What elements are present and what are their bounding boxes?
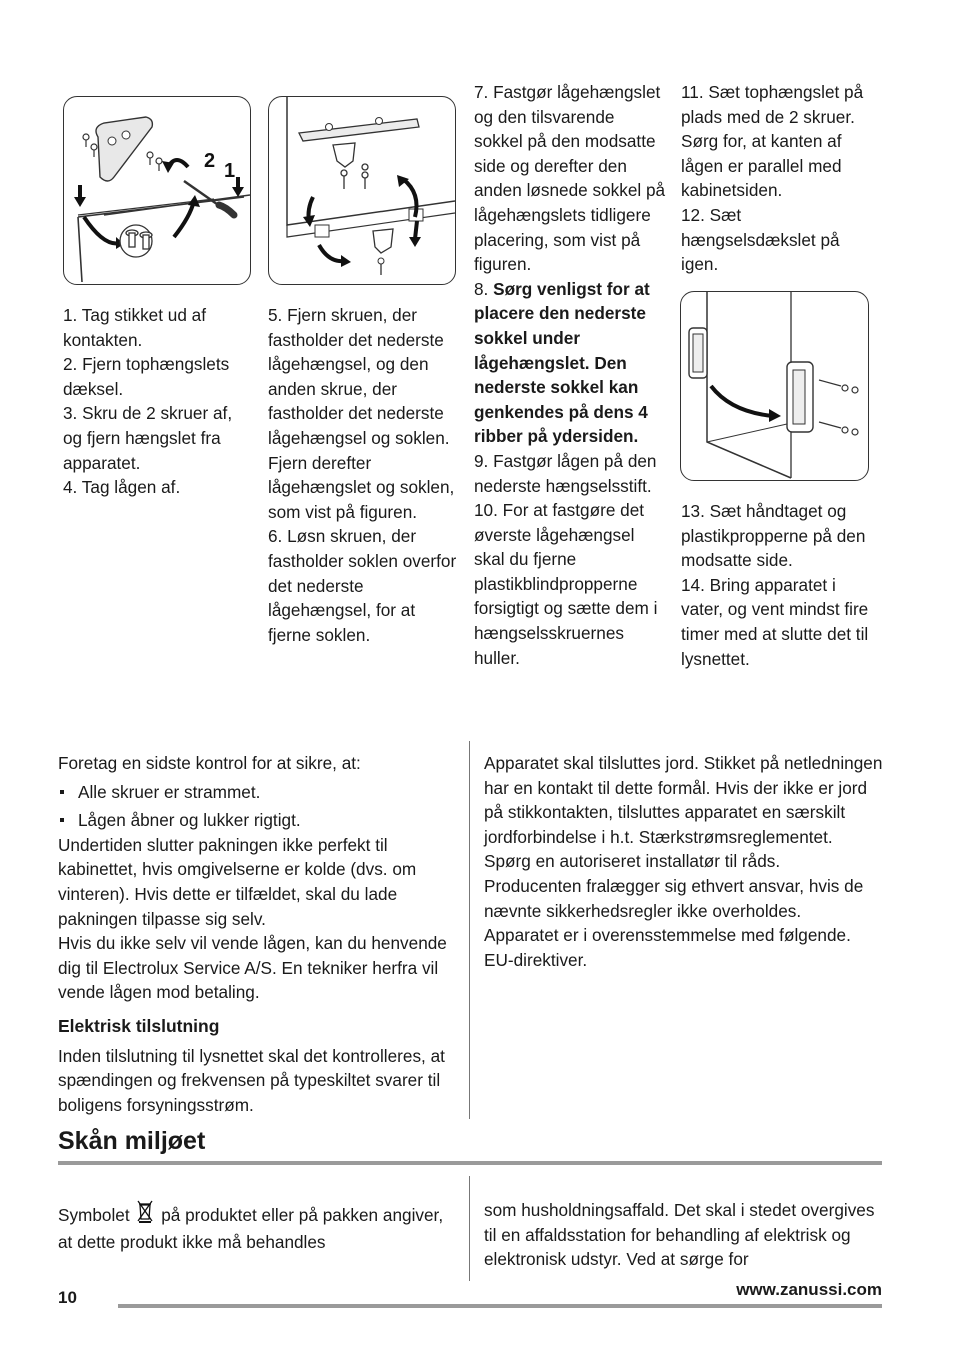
liability-paragraph: Producenten fralægger sig ethvert ansvar, hvis de nævnte sikkerhedsregler ikke overholdes. <box>484 875 864 921</box>
grounding-paragraph: Apparatet skal tilsluttes jord. Stikket på netledningen har en kontakt til dette formål. Hvis der ikke er jord på stikkontakten, tilsluttes apparatet en særskilt jordforbindelse i h.t. Stærkstrømsreglementet. Spørg en autoriseret installatør til råds. <box>484 753 883 872</box>
section-rule <box>58 1161 882 1165</box>
step-7: 7. Fastgør lågehængslet og den tilsvarende sokkel på den modsatte side og derefter den anden løsnede sokkel på lågehængslets tidligere placering, som vist på figuren. <box>474 82 666 275</box>
service-paragraph: Hvis du ikke selv vil vende lågen, kan du henvende dig til Electrolux Service A/S. En tekniker herfra vil vende lågen mod betaling. <box>58 933 447 1003</box>
electrical-heading: Elektrisk tilslutning <box>58 1015 220 1036</box>
step-10: 10. For at fastgøre det øverste lågehængsel skal du fjerne plastikblindpropperne forsigtigt og sætte dem i hængselsskruernes huller. <box>474 500 658 668</box>
website-link[interactable]: www.zanussi.com <box>736 1280 882 1299</box>
step-2: 2. Fjern tophængslets dæksel. <box>63 354 230 399</box>
step-8 <box>474 277 666 449</box>
figure-remove-top-hinge <box>63 96 251 285</box>
gasket-paragraph: Undertiden slutter pakningen ikke perfekt til kabinettet, hvis omgivelserne er kolde (dvs. om vinteren). Hvis dette er tilfældet, skal du lade pakningen tilpasse sig selv. <box>58 834 417 929</box>
step-6: 6. Løsn skruen, der fastholder soklen overfor det nederste lågehængsel, for at fjerne soklen. <box>268 526 457 645</box>
symbol-description: på produktet eller på pakken angiver, at dette produkt ikke må behandles <box>58 1205 444 1252</box>
step-3: 3. Skru de 2 skruer af, og fjern hængslet fra apparatet. <box>63 403 233 473</box>
figure-label-1: 1 <box>224 160 236 182</box>
column-steps-5-6 <box>268 303 460 647</box>
electrical-paragraph: Inden tilslutning til lysnettet skal det kontrolleres, at spændingen og frekvensen på typeskiltet svarer til boligens forsyningsstrøm. <box>58 1045 445 1115</box>
step-8-number: 8. <box>474 278 494 299</box>
list-item: Alle skruer er strammet. <box>58 780 458 805</box>
step-11: 11. Sæt tophængslet på plads med de 2 skruer. Sørg for, at kanten af lågen er parallel med kabinetsiden. <box>681 82 864 201</box>
column-steps-13-14 <box>681 499 871 671</box>
column-divider <box>469 741 470 1119</box>
environment-left <box>58 1199 458 1254</box>
list-item: Lågen åbner og lukker rigtigt. <box>58 808 458 833</box>
step-9: 9. Fastgør lågen på den nederste hængselsstift. <box>474 450 657 496</box>
figure-swap-handle <box>680 291 869 481</box>
step-14: 14. Bring apparatet i vater, og vent mindst fire timer med at slutte det til lysnettet. <box>681 574 869 669</box>
column-divider <box>469 1176 470 1281</box>
wheelie-bin-icon <box>137 1199 153 1230</box>
final-check-list <box>58 780 458 833</box>
symbol-intro: Symbolet <box>58 1205 130 1225</box>
final-check-intro: Foretag en sidste kontrol for at sikre, at: <box>58 753 361 773</box>
column-steps-1-4 <box>63 303 253 500</box>
section-title: Skån miljøet <box>58 1127 206 1155</box>
step-13: 13. Sæt håndtaget og plastikpropperne på den modsatte side. <box>681 501 866 571</box>
grounding-column <box>484 751 884 972</box>
column-steps-7-10 <box>474 80 666 670</box>
environment-right <box>484 1198 884 1272</box>
footer-rule <box>118 1304 882 1308</box>
step-12: 12. Sæt hængselsdækslet på igen. <box>681 204 840 275</box>
final-check-column <box>58 751 458 1117</box>
step-4: 4. Tag lågen af. <box>63 477 181 498</box>
page-number: 10 <box>58 1288 77 1307</box>
step-1: 1. Tag stikket ud af kontakten. <box>63 305 206 350</box>
figure-label-2: 2 <box>204 150 216 172</box>
step-8-warning: Sørg venligst for at placere den nederste sokkel under lågehængslet. Den nederste sokkel kan genkendes på dens 4 ribber på ydersiden. <box>474 278 650 447</box>
figure-move-lower-hinge <box>268 96 456 285</box>
environment-paragraph: som husholdningsaffald. Det skal i stedet overgives til en affaldsstation for behandling af elektrisk og elektronisk udstyr. Ved at sørge for <box>484 1200 875 1270</box>
column-steps-11-12 <box>681 80 871 277</box>
step-5: 5. Fjern skruen, der fastholder det nederste lågehængsel, og den anden skrue, der fastholder det nederste lågehængsel og soklen. Fjern derefter lågehængslet og soklen, som vist på figuren. <box>268 305 455 522</box>
eu-paragraph: Apparatet er i overensstemmelse med følgende. EU-direktiver. <box>484 925 851 970</box>
